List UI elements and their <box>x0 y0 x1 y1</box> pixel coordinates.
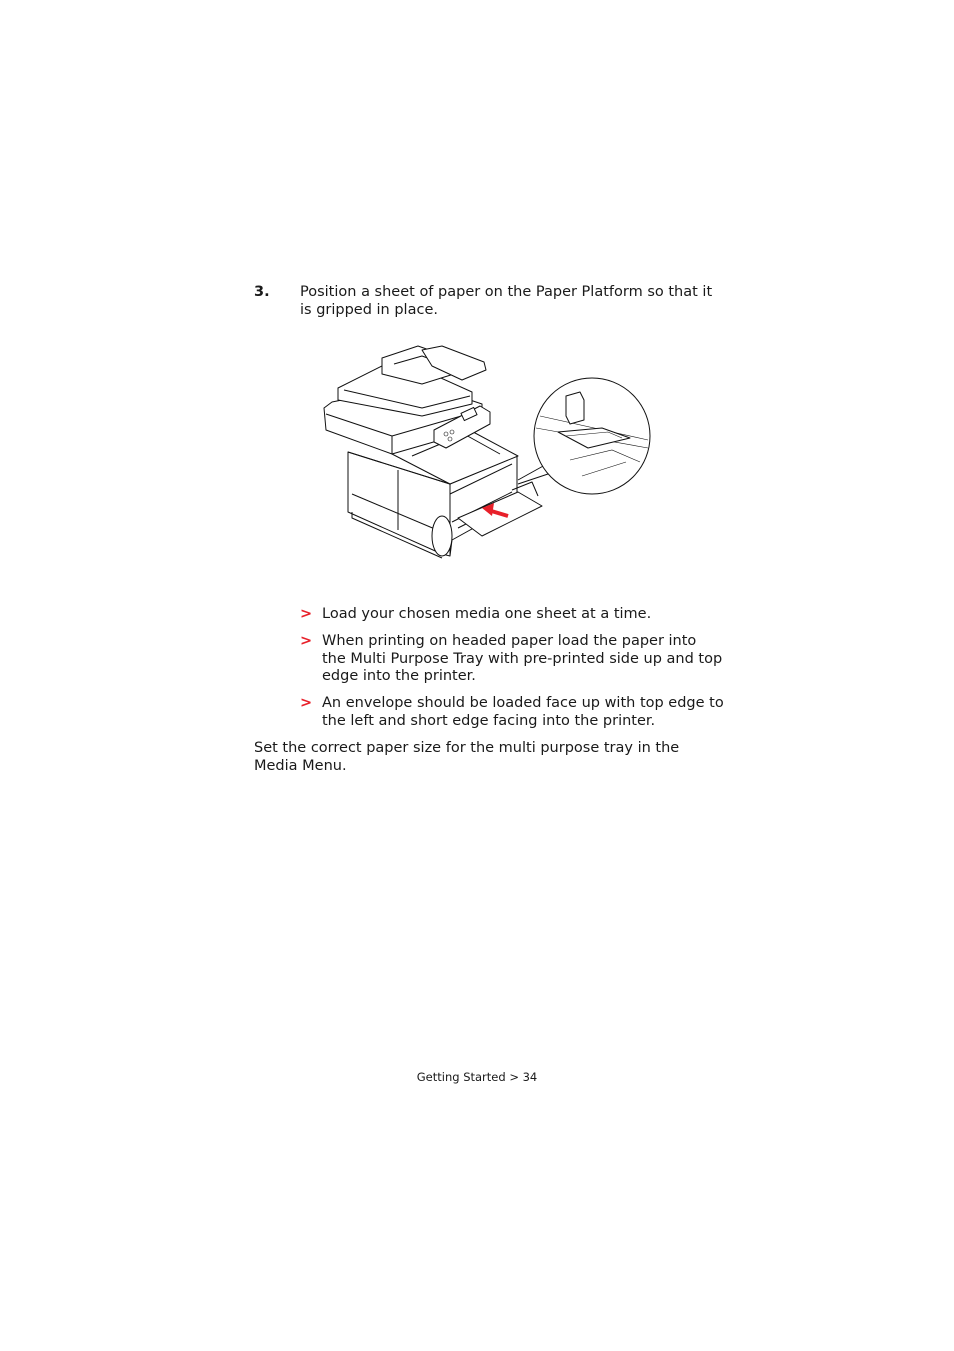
bullet-marker: > <box>300 633 313 649</box>
step-text: Position a sheet of paper on the Paper Platform so that it is gripped in place. <box>300 284 713 318</box>
printer-illustration <box>322 344 654 566</box>
bullet-marker: > <box>300 695 313 711</box>
bullet-list <box>300 606 724 740</box>
step-number: 3. <box>254 284 270 300</box>
bullet-text: An envelope should be loaded face up with top edge to the left and short edge facing into the printer. <box>322 695 724 729</box>
bullet-text: Load your chosen media one sheet at a time. <box>322 606 652 622</box>
bullet-marker: > <box>300 606 313 622</box>
list-item <box>300 633 724 686</box>
list-item <box>300 695 724 730</box>
page-footer: Getting Started > 34 <box>416 1070 538 1084</box>
list-item <box>300 606 724 624</box>
bullet-text: When printing on headed paper load the paper into the Multi Purpose Tray with pre-printed side up and top edge into the printer. <box>322 633 723 684</box>
closing-paragraph: Set the correct paper size for the multi purpose tray in the Media Menu. <box>254 740 680 774</box>
